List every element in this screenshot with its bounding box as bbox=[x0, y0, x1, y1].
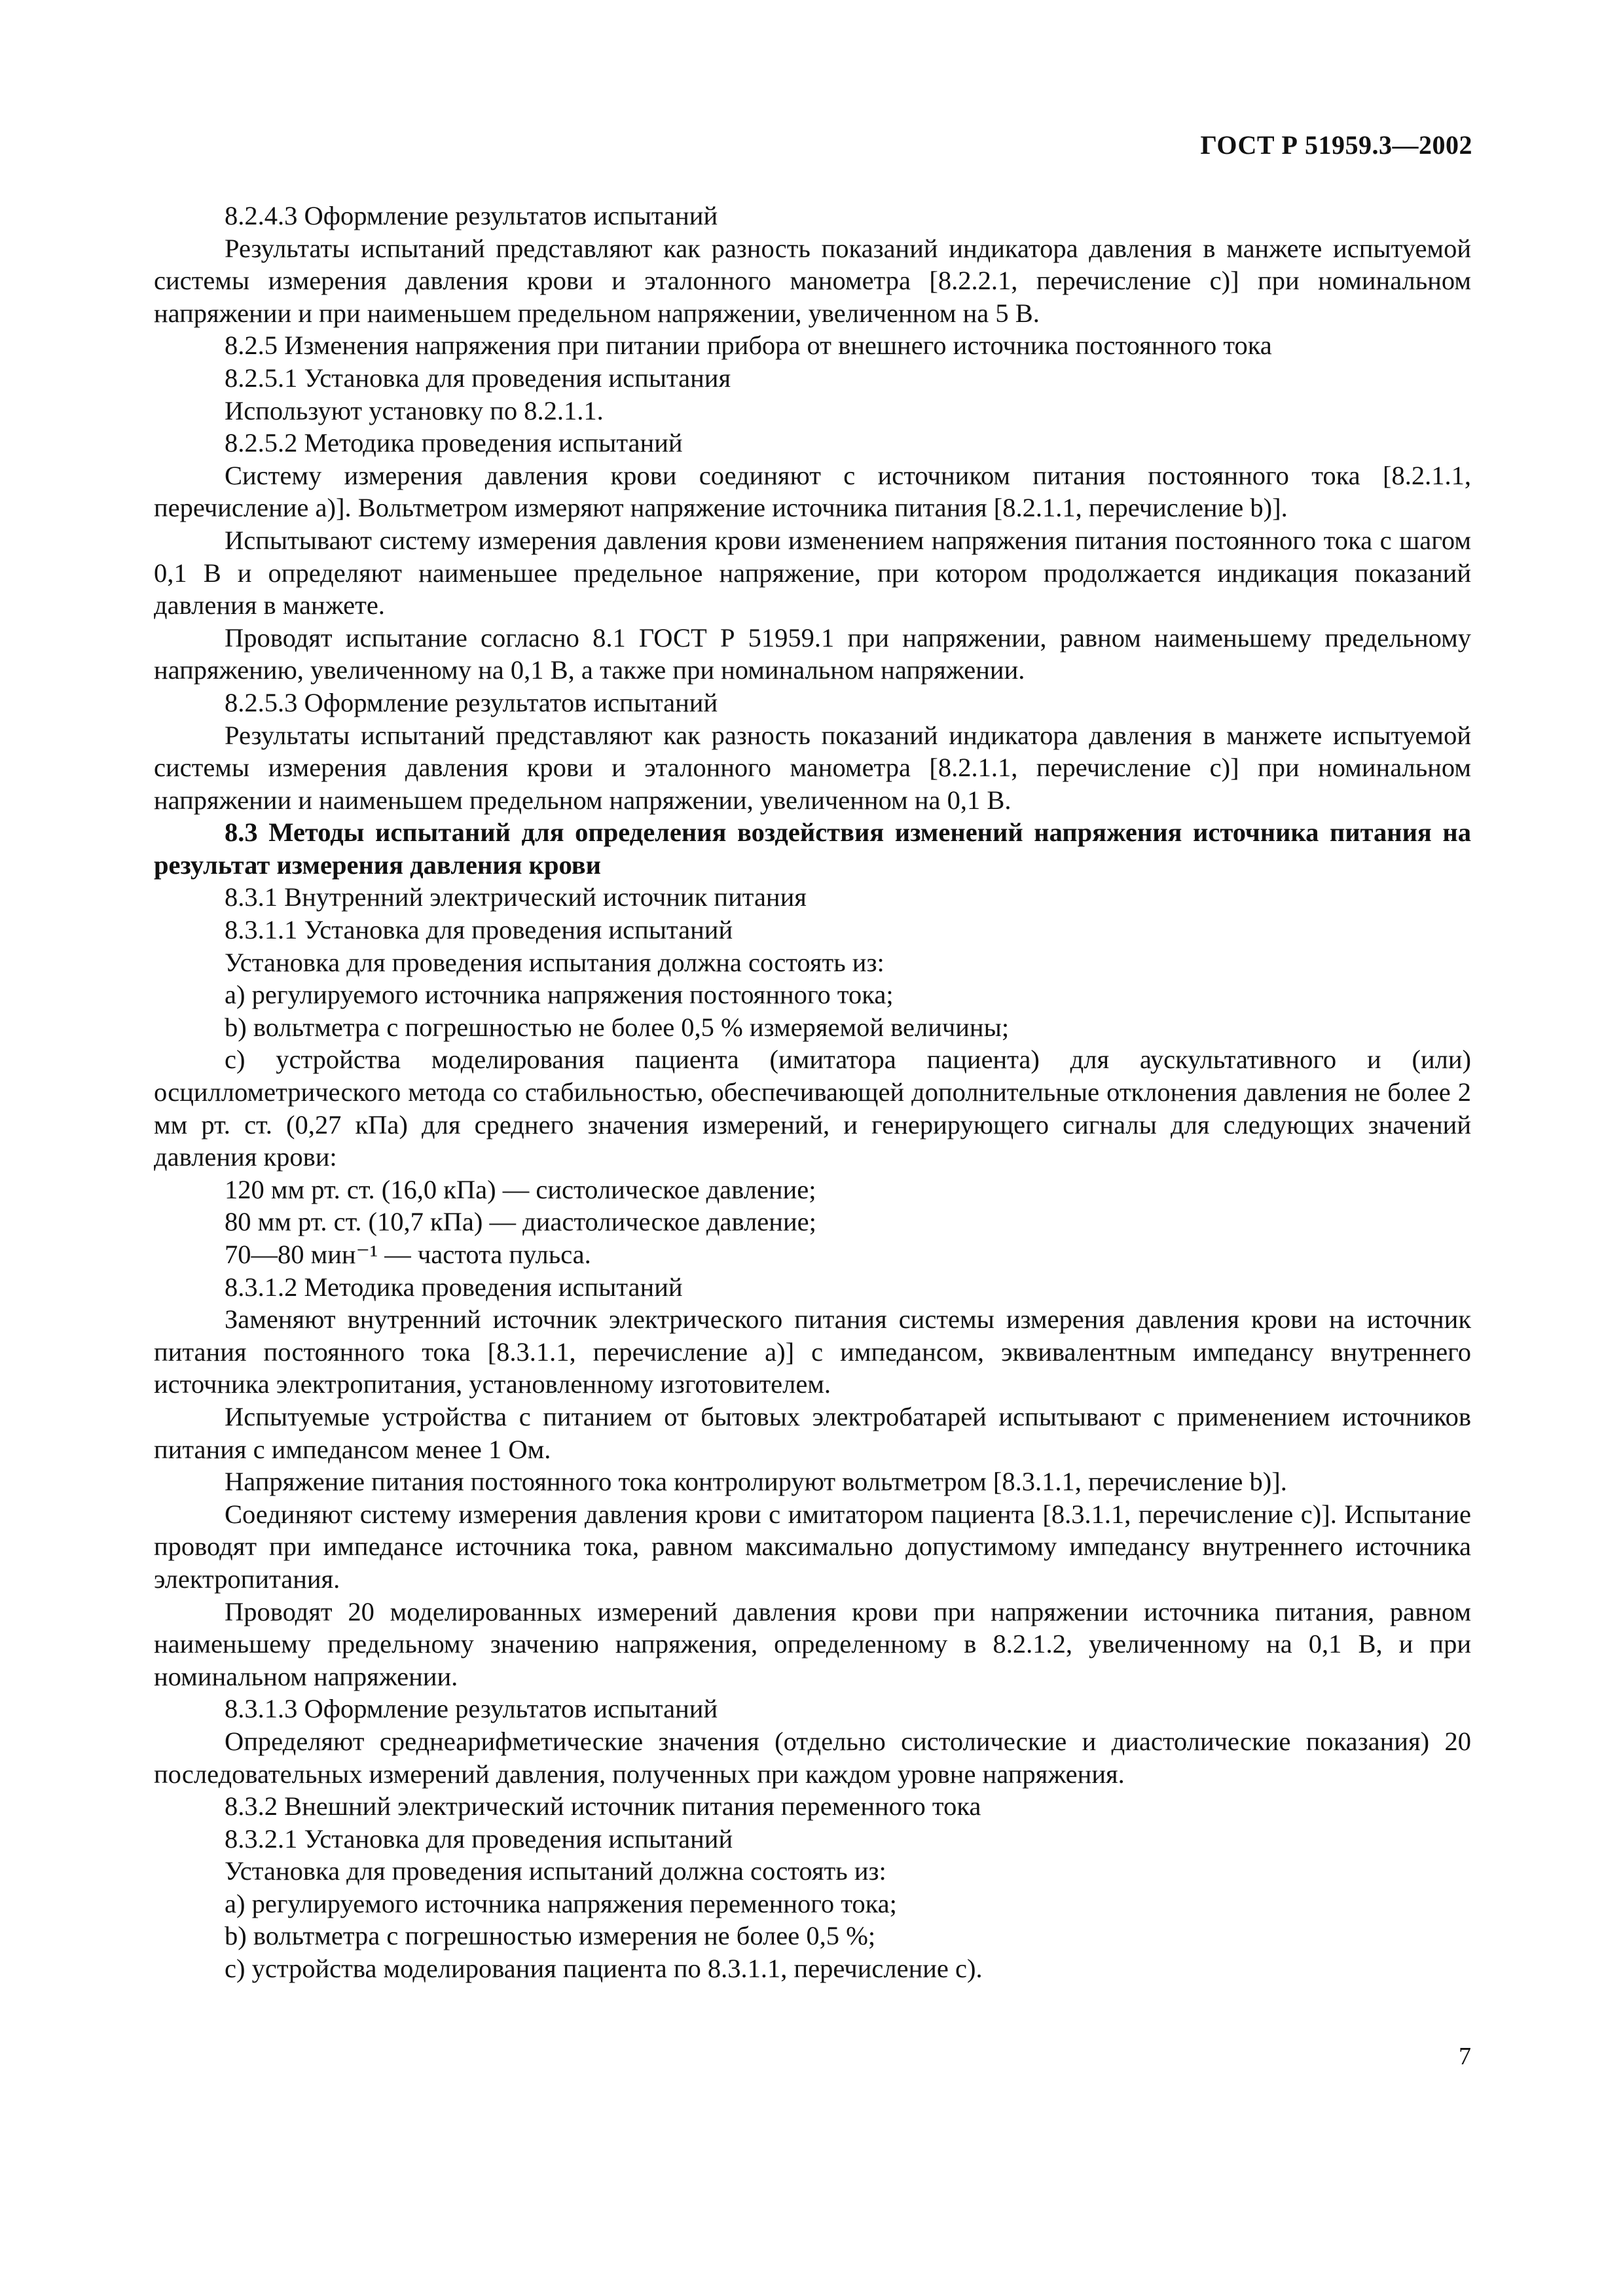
paragraph: Результаты испытаний представляют как разность показаний индикатора давления в манжете испытуемой системы измерения давления крови и эталонного манометра [8.2.2.1, перечисление с)] при номинальном напряжении и при наименьшем предельном напряжении, увеличенном на 5 В. bbox=[154, 233, 1471, 328]
paragraph: b) вольтметра с погрешностью не более 0,5 % измеряемой величины; bbox=[225, 1012, 1010, 1042]
document-code-header: ГОСТ Р 51959.3—2002 bbox=[1200, 130, 1472, 160]
paragraph: Заменяют внутренний источник электрического питания системы измерения давления крови на источник питания постоянного тока [8.3.1.1, перечисление а)] с импедансом, эквивалентным импедансу внутреннего источника электропитания, установленному изготовителем. bbox=[154, 1304, 1471, 1399]
paragraph: 120 мм рт. ст. (16,0 кПа) — систолическое давление; bbox=[225, 1174, 816, 1204]
paragraph: b) вольтметра с погрешностью измерения не более 0,5 %; bbox=[225, 1921, 876, 1951]
paragraph: 8.3.1.3 Оформление результатов испытаний bbox=[225, 1694, 718, 1724]
paragraph: 8.3.2 Внешний электрический источник питания переменного тока bbox=[225, 1791, 981, 1821]
paragraph: 8.3.1.2 Методика проведения испытаний bbox=[225, 1272, 683, 1302]
paragraph: 8.3.1.1 Установка для проведения испытаний bbox=[225, 915, 733, 945]
paragraph: 8.2.4.3 Оформление результатов испытаний bbox=[225, 201, 718, 230]
paragraph: Соединяют систему измерения давления крови с имитатором пациента [8.3.1.1, перечисление с)]. Испытание проводят при импедансе источника тока, равном максимально допустимому импедансу внутреннего источника электропитания. bbox=[154, 1499, 1471, 1594]
paragraph: 8.3.2.1 Установка для проведения испытаний bbox=[225, 1823, 733, 1854]
paragraph: 8.2.5.2 Методика проведения испытаний bbox=[225, 428, 683, 458]
paragraph: 8.2.5.3 Оформление результатов испытаний bbox=[225, 687, 718, 717]
paragraph: а) регулируемого источника напряжения постоянного тока; bbox=[225, 980, 894, 1010]
paragraph: 8.2.5 Изменения напряжения при питании прибора от внешнего источника постоянного тока bbox=[225, 331, 1272, 361]
paragraph: Установка для проведения испытаний должна состоять из: bbox=[225, 1856, 886, 1886]
paragraph: с) устройства моделирования пациента (имитатора пациента) для аускультативного и (или) осциллометрического метода со стабильностью, обеспечивающей дополнительные отклонения давления не более 2 мм рт. ст. (0,27 кПа) для среднего значения измерений, и генерирующего сигналы для следующих значений давления крови: bbox=[154, 1045, 1471, 1172]
document-body bbox=[154, 200, 1471, 1985]
paragraph: 70—80 мин⁻¹ — частота пульса. bbox=[225, 1240, 591, 1269]
paragraph: 8.2.5.1 Установка для проведения испытания bbox=[225, 363, 731, 393]
paragraph: Систему измерения давления крови соединяют с источником питания постоянного тока [8.2.1.1, перечисление а)]. Вольтметром измеряют напряжение источника питания [8.2.1.1, перечисление b)]. bbox=[154, 460, 1471, 523]
paragraph: Результаты испытаний представляют как разность показаний индикатора давления в манжете испытуемой системы измерения давления крови и эталонного манометра [8.2.1.1, перечисление с)] при номинальном напряжении и наименьшем предельном напряжении, увеличенном на 0,1 В. bbox=[154, 720, 1471, 815]
paragraph: 8.3.1 Внутренний электрический источник питания bbox=[225, 882, 807, 912]
paragraph: с) устройства моделирования пациента по 8.3.1.1, перечисление с). bbox=[225, 1954, 983, 1984]
page-number: 7 bbox=[1459, 2043, 1471, 2070]
paragraph: Напряжение питания постоянного тока контролируют вольтметром [8.3.1.1, перечисление b)]. bbox=[225, 1467, 1287, 1497]
paragraph: Проводят 20 моделированных измерений давления крови при напряжении источника питания, равном наименьшему предельному значению напряжения, определенному в 8.2.1.2, увеличенному на 0,1 В, и при номинальном напряжении. bbox=[154, 1596, 1471, 1691]
section-heading: 8.3 Методы испытаний для определения воздействия изменений напряжения источника питания на результат измерения давления крови bbox=[154, 817, 1471, 880]
paragraph: Испытывают систему измерения давления крови изменением напряжения питания постоянного тока с шагом 0,1 В и определяют наименьшее предельное напряжение, при котором продолжается индикация показаний давления в манжете. bbox=[154, 525, 1471, 620]
paragraph: Определяют среднеарифметические значения (отдельно систолические и диастолические показания) 20 последовательных измерений давления, полученных при каждом уровне напряжения. bbox=[154, 1726, 1471, 1789]
paragraph: Испытуемые устройства с питанием от бытовых электробатарей испытывают с применением источников питания с импедансом менее 1 Ом. bbox=[154, 1401, 1471, 1464]
paragraph: 80 мм рт. ст. (10,7 кПа) — диастолическое давление; bbox=[225, 1207, 816, 1237]
paragraph: Установка для проведения испытания должна состоять из: bbox=[225, 947, 884, 977]
paragraph: Используют установку по 8.2.1.1. bbox=[225, 395, 604, 425]
paragraph: Проводят испытание согласно 8.1 ГОСТ Р 51959.1 при напряжении, равном наименьшему предельному напряжению, увеличенному на 0,1 В, а также при номинальном напряжении. bbox=[154, 622, 1471, 685]
paragraph: а) регулируемого источника напряжения переменного тока; bbox=[225, 1888, 897, 1918]
